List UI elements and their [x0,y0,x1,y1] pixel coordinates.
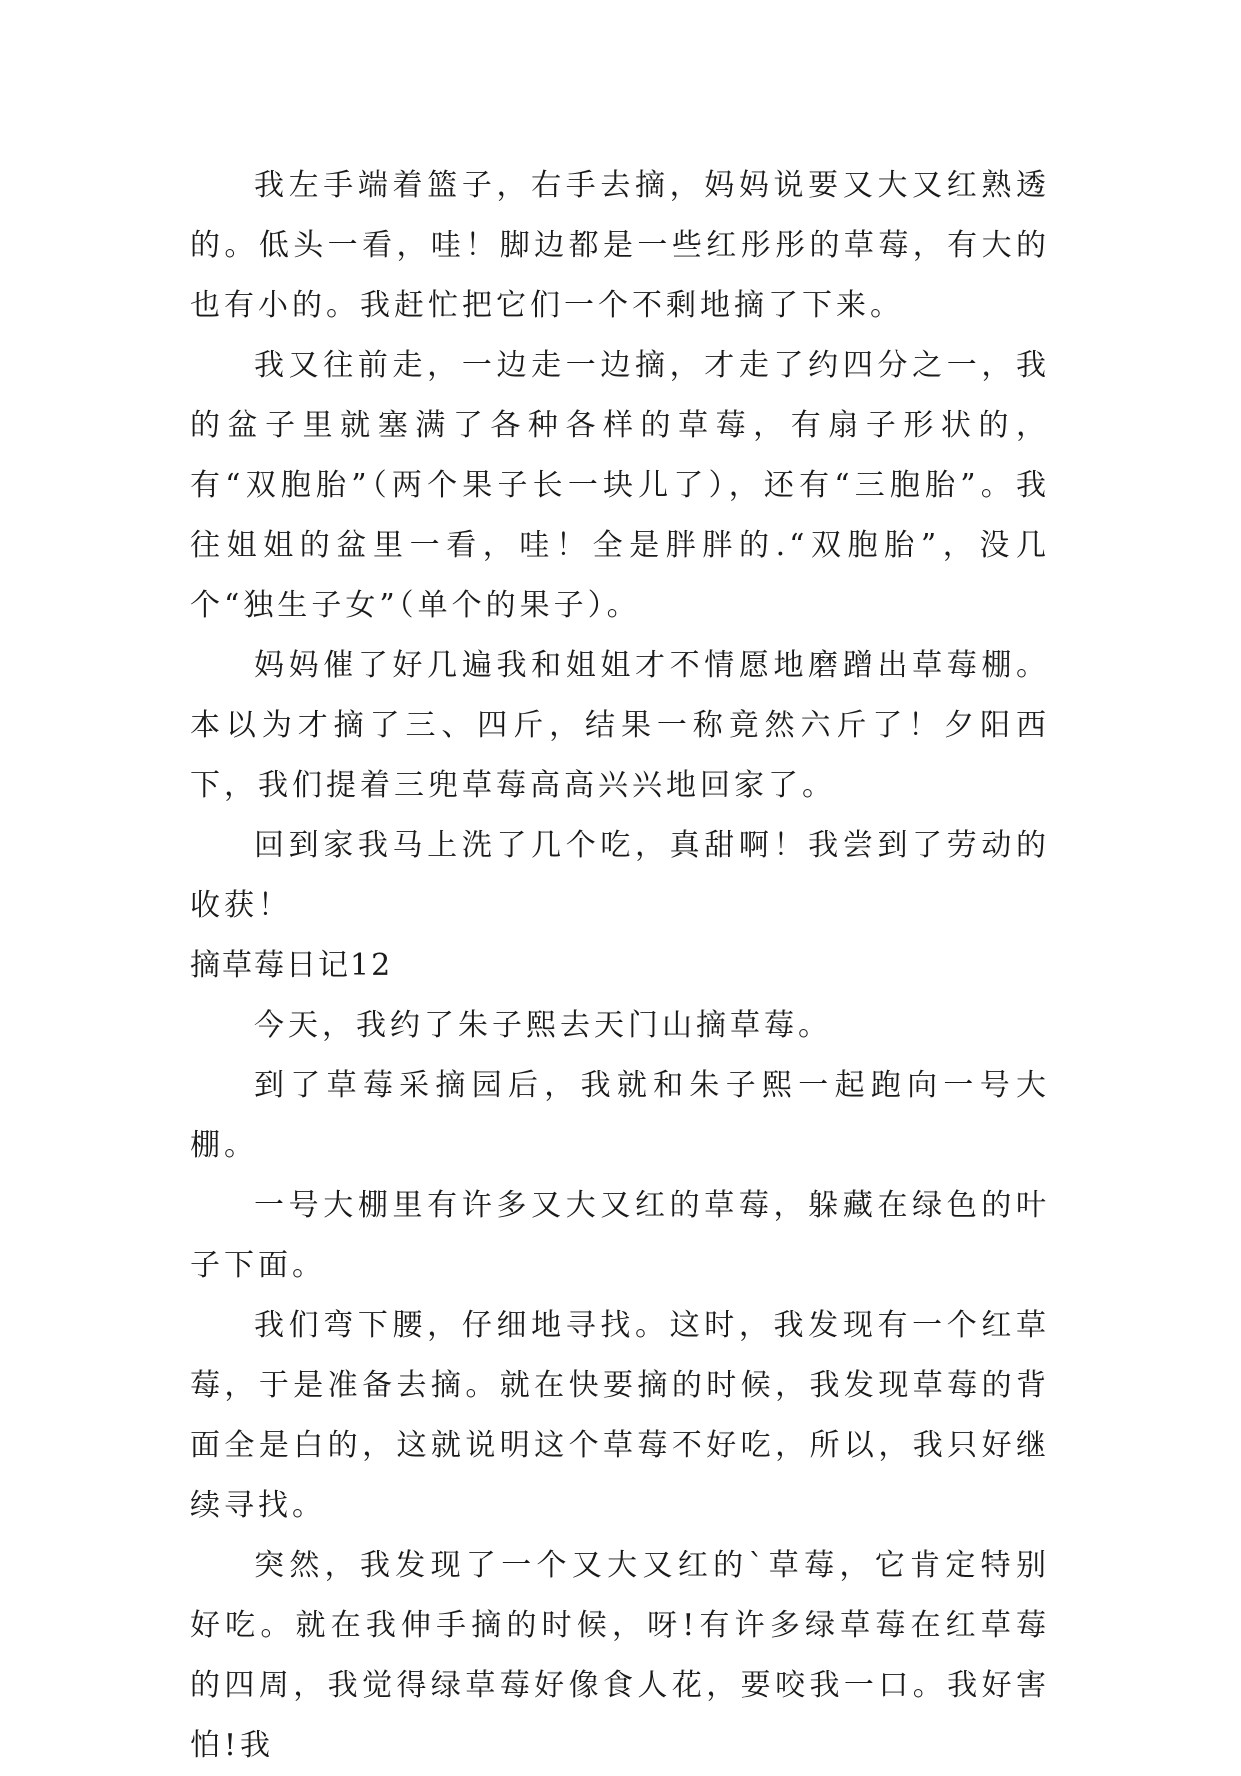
paragraph-greenhouse: 一号大棚里有许多又大又红的草莓，躲藏在绿色的叶子下面。 [190,1188,1050,1283]
paragraph-arrive: 到了草莓采摘园后，我就和朱子熙一起跑向一号大棚。 [190,1068,1050,1163]
paragraph-search: 我们弯下腰，仔细地寻找。这时，我发现有一个红草莓，于是准备去摘。就在快要摘的时候，我发现草莓的背面全是白的，这就说明这个草莓不好吃，所以，我只好继续寻找。 [190,1308,1050,1523]
document-body [190,156,1050,1776]
paragraph-basket: 我左手端着篮子，右手去摘，妈妈说要又大又红熟透的。低头一看，哇！脚边都是一些红彤彤的草莓，有大的也有小的。我赶忙把它们一个不剩地摘了下来。 [190,168,1050,323]
paragraph-today: 今天，我约了朱子熙去天门山摘草莓。 [254,1008,832,1043]
section-heading: 摘草莓日记12 [190,948,393,983]
paragraph-sweet: 回到家我马上洗了几个吃，真甜啊！我尝到了劳动的收获！ [190,828,1050,923]
paragraph-going-home: 妈妈催了好几遍我和姐姐才不情愿地磨蹭出草莓棚。本以为才摘了三、四斤，结果一称竟然六斤了！夕阳西下，我们提着三兜草莓高高兴兴地回家了。 [190,648,1050,803]
paragraph-sudden: 突然，我发现了一个又大又红的`草莓，它肯定特别好吃。就在我伸手摘的时候，呀!有许多绿草莓在红草莓的四周，我觉得绿草莓好像食人花，要咬我一口。我好害怕!我 [190,1548,1050,1763]
paragraph-twins: 我又往前走，一边走一边摘，才走了约四分之一，我的盆子里就塞满了各种各样的草莓，有扇子形状的，有“双胞胎”（两个果子长一块儿了），还有“三胞胎”。我往姐姐的盆里一看，哇！全是胖胖的.“双胞胎”，没几个“独生子女”（单个的果子）。 [190,348,1050,623]
